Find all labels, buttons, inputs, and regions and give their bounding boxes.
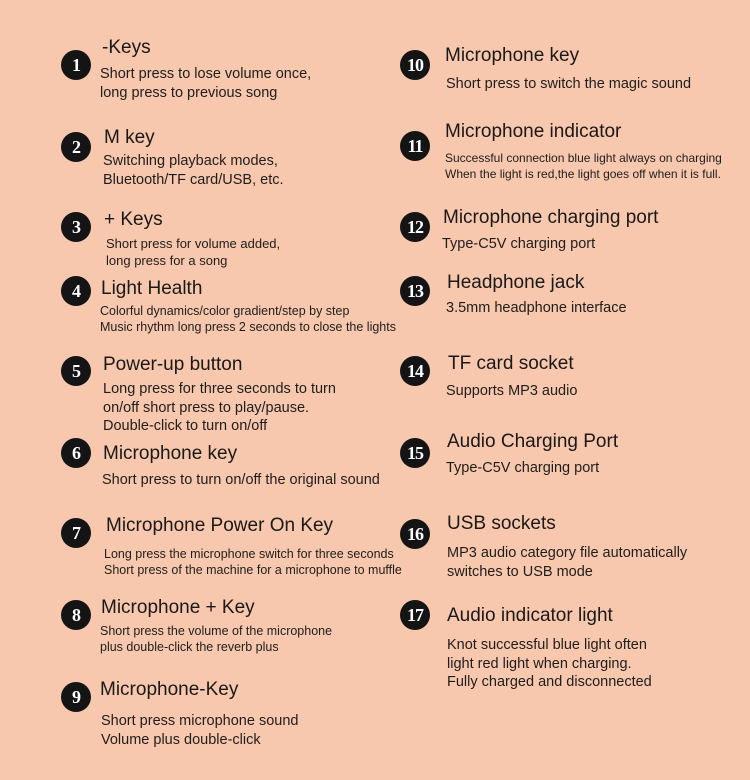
- number-badge: 2: [61, 132, 91, 162]
- number-badge: 5: [61, 356, 91, 386]
- feature-description: Long press the microphone switch for three seconds Short press of the machine for a microphone to muffle: [104, 547, 402, 577]
- number-badge: 9: [61, 682, 91, 712]
- number-badge: 7: [61, 518, 91, 548]
- feature-title: Power-up button: [103, 354, 243, 375]
- feature-description: Short press to lose volume once, long press to previous song: [100, 66, 312, 101]
- feature-description: Colorful dynamics/color gradient/step by step Music rhythm long press 2 seconds to close the lights: [100, 304, 396, 334]
- number-badge: 8: [61, 600, 91, 630]
- feature-title: + Keys: [104, 209, 163, 230]
- number-badge: 1: [61, 50, 91, 80]
- number-badge: 15: [400, 438, 430, 468]
- feature-description: Short press microphone sound Volume plus double-click: [101, 713, 299, 748]
- number-badge: 6: [61, 438, 91, 468]
- number-badge: 14: [400, 356, 430, 386]
- feature-title: Microphone-Key: [100, 679, 239, 700]
- feature-title: Headphone jack: [447, 272, 585, 293]
- feature-title: Microphone Power On Key: [106, 515, 334, 536]
- number-badge: 12: [400, 212, 430, 242]
- feature-description: Short press to switch the magic sound: [446, 76, 692, 92]
- feature-description: Short press to turn on/off the original sound: [102, 472, 380, 488]
- feature-title: -Keys: [102, 37, 151, 58]
- feature-description: Short press the volume of the microphone plus double-click the reverb plus: [100, 624, 333, 654]
- feature-description: Switching playback modes, Bluetooth/TF card/USB, etc.: [103, 153, 284, 188]
- number-badge: 13: [400, 276, 430, 306]
- feature-description: Successful connection blue light always on charging When the light is red,the light goes off when it is full.: [445, 151, 722, 181]
- feature-description: 3.5mm headphone interface: [446, 300, 627, 316]
- feature-title: Microphone key: [445, 45, 580, 66]
- feature-title: Microphone charging port: [443, 207, 659, 228]
- feature-description: Long press for three seconds to turn on/off short press to play/pause. Double-click to turn on/off: [103, 381, 336, 434]
- feature-description: MP3 audio category file automatically switches to USB mode: [447, 545, 688, 580]
- number-badge: 17: [400, 600, 430, 630]
- feature-title: Microphone indicator: [445, 121, 622, 142]
- feature-description: Type-C5V charging port: [446, 460, 600, 476]
- feature-title: USB sockets: [447, 513, 556, 534]
- feature-title: TF card socket: [448, 353, 574, 374]
- feature-description: Short press for volume added, long press for a song: [106, 236, 281, 268]
- number-badge: 10: [400, 50, 430, 80]
- number-badge: 11: [400, 131, 430, 161]
- number-badge: 16: [400, 519, 430, 549]
- feature-description: Knot successful blue light often light red light when charging. Fully charged and disconnected: [447, 637, 652, 690]
- number-badge: 3: [61, 212, 91, 242]
- feature-title: Audio Charging Port: [447, 431, 619, 452]
- feature-title: Audio indicator light: [447, 605, 613, 626]
- number-badge: 4: [61, 276, 91, 306]
- feature-title: Microphone + Key: [101, 597, 255, 618]
- feature-description: Type-C5V charging port: [442, 236, 596, 252]
- feature-title: M key: [104, 127, 155, 148]
- feature-title: Light Health: [101, 278, 203, 299]
- feature-title: Microphone key: [103, 443, 238, 464]
- feature-description: Supports MP3 audio: [446, 383, 578, 399]
